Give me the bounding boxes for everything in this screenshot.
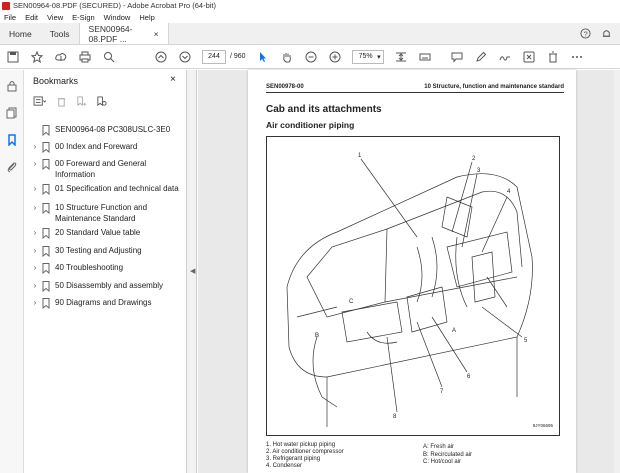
zoom-level-select[interactable]: [352, 50, 384, 64]
more-options-icon[interactable]: [570, 50, 584, 64]
tab-document-label: SEN00964-08.PDF ...: [88, 23, 133, 44]
bookmark-label: 30 Testing and Adjusting: [55, 246, 142, 255]
bookmark-label: 90 Diagrams and Drawings: [55, 298, 152, 307]
menu-bar: [0, 11, 620, 23]
lock-icon[interactable]: [6, 80, 18, 92]
bookmark-item[interactable]: [24, 245, 185, 257]
pdf-page: [248, 70, 576, 473]
bookmark-label: 00 Index and Foreward: [55, 142, 138, 151]
page-total: / 960: [230, 53, 246, 60]
tab-close-icon[interactable]: ×: [153, 28, 159, 39]
bookmark-icon: [42, 203, 50, 214]
legend-item: 1. Hot water pickup piping: [266, 442, 336, 448]
page-title: Cab and its attachments: [266, 104, 382, 115]
bookmark-icon: [42, 298, 50, 309]
acrobat-logo-icon: [2, 2, 10, 10]
next-page-icon[interactable]: [178, 50, 192, 64]
bookmark-item[interactable]: [24, 158, 185, 180]
bookmark-icon: [42, 125, 50, 136]
callout-B: B: [315, 333, 320, 339]
bookmark-item[interactable]: [24, 297, 185, 309]
find-bookmark-icon[interactable]: [96, 96, 107, 107]
callout-2: 2: [472, 156, 476, 162]
bookmark-item[interactable]: [24, 124, 185, 136]
bookmark-icon: [42, 228, 50, 239]
callout-C: C: [349, 299, 354, 305]
bookmark-label: SEN00964-08 PC308USLC-3E0: [55, 125, 171, 134]
bookmark-label: 50 Disassembly and assembly: [55, 281, 164, 290]
menu-view[interactable]: View: [47, 12, 64, 22]
highlight-pen-icon[interactable]: [474, 50, 488, 64]
bookmark-options-icon[interactable]: [33, 96, 47, 107]
bookmark-item[interactable]: [24, 141, 185, 153]
callout-8: 8: [393, 414, 397, 420]
chevron-right-icon[interactable]: ›: [33, 298, 37, 307]
chevron-right-icon[interactable]: ›: [33, 184, 37, 193]
attachments-icon[interactable]: [6, 161, 18, 173]
header-rule: [266, 92, 564, 93]
chevron-right-icon[interactable]: ›: [33, 281, 37, 290]
bookmark-star-icon[interactable]: [30, 50, 44, 64]
tab-document[interactable]: [79, 23, 169, 44]
bookmark-item[interactable]: [24, 227, 185, 239]
bookmarks-panel: [24, 70, 187, 473]
tab-home[interactable]: Home: [9, 28, 32, 39]
chevron-right-icon[interactable]: ›: [33, 246, 37, 255]
cloud-upload-icon[interactable]: [54, 50, 68, 64]
chevron-right-icon[interactable]: ›: [33, 203, 37, 212]
page-header-section: 10 Structure, function and maintenance standard: [424, 84, 564, 90]
menu-esign[interactable]: E-Sign: [72, 12, 95, 22]
bookmark-icon: [42, 159, 50, 170]
bookmark-icon: [42, 142, 50, 153]
select-cursor-icon[interactable]: [256, 50, 270, 64]
page-header-code: SEN00978-00: [266, 84, 304, 90]
bookmarks-panel-icon[interactable]: [6, 134, 18, 146]
main-toolbar: [0, 45, 620, 69]
figure-code: 9JY06695: [532, 423, 553, 428]
bookmark-icon: [42, 246, 50, 257]
callout-6: 6: [467, 374, 471, 380]
save-icon[interactable]: [6, 50, 20, 64]
callout-7: 7: [440, 389, 444, 395]
chevron-right-icon[interactable]: ›: [33, 228, 37, 237]
window-title: SEN00964-08.PDF (SECURED) - Adobe Acrobat Pro (64-bit): [13, 1, 217, 10]
document-viewer[interactable]: [198, 70, 620, 473]
callout-3: 3: [477, 168, 481, 174]
pages-thumbnail-icon[interactable]: [6, 107, 18, 119]
bookmark-icon: [42, 184, 50, 195]
legend-item: 3. Refrigerant piping: [266, 456, 321, 462]
page-subtitle: Air conditioner piping: [266, 120, 355, 130]
hand-tool-icon[interactable]: [280, 50, 294, 64]
legend-left: [266, 442, 344, 470]
notifications-bell-icon[interactable]: [601, 28, 612, 39]
tab-tools[interactable]: Tools: [49, 28, 70, 39]
bookmarks-header: Bookmarks: [33, 76, 79, 86]
legend-item: 2. Air conditioner compressor: [266, 449, 344, 455]
callout-4: 4: [507, 189, 511, 195]
stamp-icon[interactable]: [522, 50, 536, 64]
bookmark-item[interactable]: [24, 202, 185, 224]
bookmark-label: 20 Standard Value table: [55, 228, 141, 237]
title-bar: [0, 0, 620, 11]
legend-item: C: Hot/cool air: [423, 459, 462, 465]
cab-illustration: [267, 137, 559, 435]
chevron-down-icon: ▾: [377, 53, 381, 61]
menu-window[interactable]: Window: [103, 12, 131, 22]
menu-help[interactable]: Help: [139, 12, 155, 22]
page-fit-icon[interactable]: [394, 50, 408, 64]
help-icon[interactable]: [580, 28, 591, 39]
menu-file[interactable]: File: [4, 12, 17, 22]
delete-icon[interactable]: [546, 50, 560, 64]
piping-diagram: [266, 136, 560, 436]
legend-item: B: Recirculated air: [423, 451, 473, 458]
bookmark-icon: [42, 263, 50, 274]
chevron-right-icon[interactable]: ›: [33, 263, 37, 272]
bookmark-label: 40 Troubleshooting: [55, 263, 124, 272]
legend-item: 4. Condenser: [266, 463, 303, 469]
comment-icon[interactable]: [450, 50, 464, 64]
legend-item: A: Fresh air: [423, 444, 455, 450]
chevron-right-icon[interactable]: ›: [33, 159, 37, 168]
bookmark-label: 01 Specification and technical data: [55, 184, 179, 193]
vertical-scrollbar[interactable]: [614, 70, 620, 473]
bookmark-icon: [42, 281, 50, 292]
sign-icon[interactable]: [498, 50, 512, 64]
bookmark-item[interactable]: [24, 183, 185, 195]
svg-text:?: ?: [583, 29, 588, 39]
new-bookmark-icon[interactable]: [76, 96, 87, 107]
search-icon[interactable]: [102, 50, 116, 64]
page-number-input[interactable]: 244: [202, 50, 226, 64]
bookmark-item[interactable]: [24, 262, 185, 274]
callout-1: 1: [358, 153, 362, 159]
legend-right: [423, 444, 472, 467]
previous-page-icon[interactable]: [154, 50, 168, 64]
zoom-value: 75%: [358, 53, 373, 60]
left-navigation-rail: [0, 70, 24, 473]
bookmark-item[interactable]: [24, 280, 185, 292]
tab-bar: [0, 23, 620, 45]
callout-5: 5: [524, 338, 528, 344]
print-icon[interactable]: [78, 50, 92, 64]
close-icon[interactable]: ×: [170, 74, 176, 85]
chevron-right-icon[interactable]: ›: [33, 142, 37, 151]
bookmark-label: 00 Foreward and General Information: [55, 159, 147, 179]
delete-bookmark-icon[interactable]: [56, 96, 67, 107]
panel-splitter[interactable]: [187, 70, 197, 473]
collapse-arrow-icon[interactable]: ◀: [190, 268, 196, 275]
callout-A: A: [452, 328, 457, 334]
menu-edit[interactable]: Edit: [25, 12, 39, 22]
bookmark-label: 10 Structure Function and Maintenance Standard: [55, 203, 148, 223]
zoom-out-icon[interactable]: [304, 50, 318, 64]
keyboard-icon[interactable]: [418, 50, 432, 64]
zoom-in-icon[interactable]: [328, 50, 342, 64]
